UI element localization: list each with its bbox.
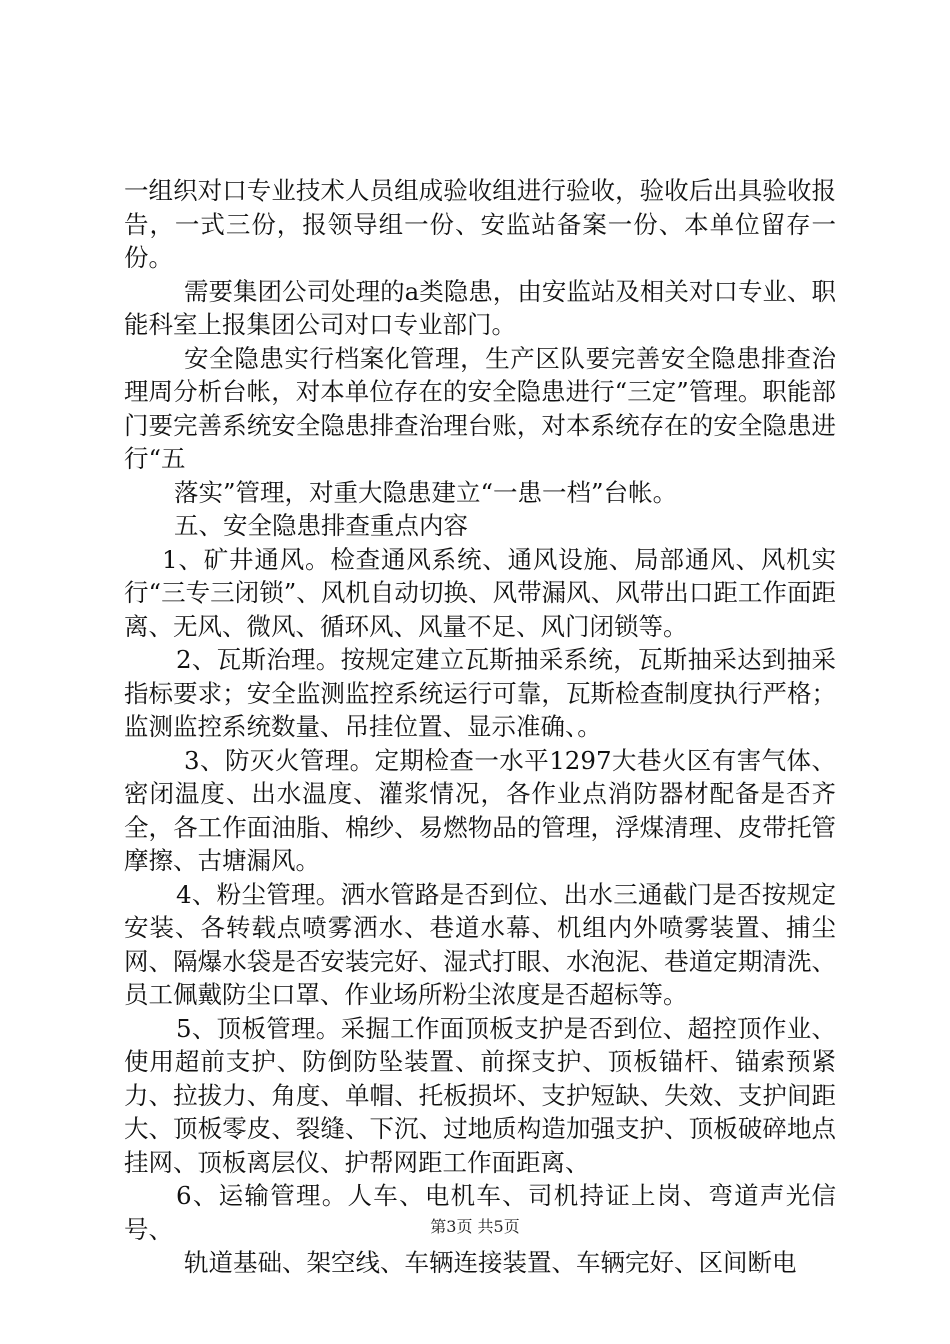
paragraph-item-roof: 5、顶板管理。采掘工作面顶板支护是否到位、超控顶作业、使用超前支护、防倒防坠装置、前探支护、顶板锚杆、锚索预紧力、拉拔力、角度、单帽、托板损坏、支护短缺、失效、支护间距大、顶板零皮、裂缝、下沉、过地质构造加强支护、顶板破碎地点挂网、顶板离层仪、护帮网距工作面距离、 (124, 1013, 836, 1177)
paragraph-item-gas: 2、瓦斯治理。按规定建立瓦斯抽采系统，瓦斯抽采达到抽采指标要求；安全监测监控系统运行可靠，瓦斯检查制度执行严格；监测监控系统数量、吊挂位置、显示准确、。 (124, 645, 836, 741)
paragraph-class-a-hazards: 需要集团公司处理的a类隐患，由安监站及相关对口专业、职能科室上报集团公司对口专业部门。 (124, 276, 836, 339)
paragraph-item-fire: 3、防灭火管理。定期检查一水平1297大巷火区有害气体、密闭温度、出水温度、灌浆情况，各作业点消防器材配备是否齐全，各工作面油脂、棉纱、易燃物品的管理，浮煤清理、皮带托管摩擦、古塘漏风。 (124, 745, 836, 875)
section-heading-key-content: 五、安全隐患排查重点内容 (174, 511, 468, 540)
paragraph-item-dust: 4、粉尘管理。洒水管路是否到位、出水三通截门是否按规定安装、各转载点喷雾洒水、巷道水幕、机组内外喷雾装置、捕尘网、隔爆水袋是否安装完好、湿式打眼、水泡泥、巷道定期清洗、员工佩戴防尘口罩、作业场所粉尘浓度是否超标等。 (124, 879, 836, 1009)
paragraph-five-implementations: 落实”管理，对重大隐患建立“一患一档”台帐。 (174, 477, 678, 507)
paragraph-transport-continued: 轨道基础、架空线、车辆连接装置、车辆完好、区间断电 (184, 1248, 797, 1277)
paragraph-item-transport: 6、运输管理。人车、电机车、司机持证上岗、弯道声光信号、 (124, 1181, 836, 1244)
body-text (124, 174, 836, 1280)
paragraph-archive-management: 安全隐患实行档案化管理，生产区队要完善安全隐患排查治理周分析台帐，对本单位存在的安全隐患进行“三定”管理。职能部门要完善系统安全隐患排查治理台账，对本系统存在的安全隐患进行“五 (124, 343, 836, 473)
paragraph-item-ventilation: 1、矿井通风。检查通风系统、通风设施、局部通风、风机实行“三专三闭锁”、风机自动切换、风带漏风、风带出口距工作面距离、无风、微风、循环风、风量不足、风门闭锁等。 (124, 544, 836, 641)
page-footer: 第3页 共5页 (430, 1217, 520, 1236)
paragraph-acceptance: 一组织对口专业技术人员组成验收组进行验收，验收后出具验收报告，一式三份，报领导组一份、安监站备案一份、本单位留存一份。 (124, 176, 836, 272)
